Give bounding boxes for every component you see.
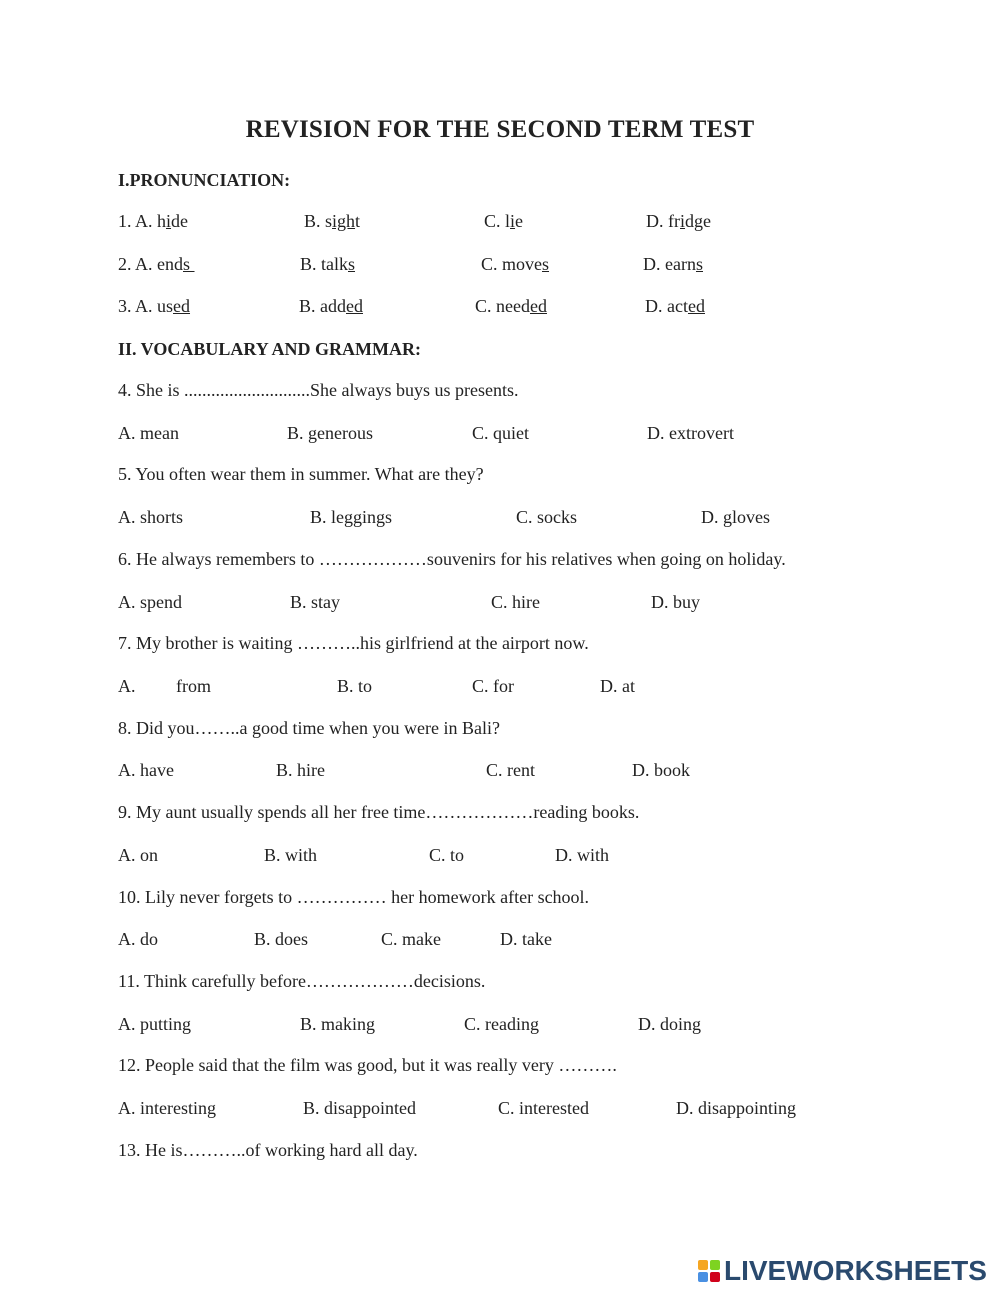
question-text: 8. Did you……..a good time when you were in Bali? — [118, 718, 500, 738]
question-text: 11. Think carefully before………………decisions. — [118, 971, 486, 991]
page-title: REVISION FOR THE SECOND TERM TEST — [245, 116, 755, 143]
pron-q1-option-b: B. sight — [304, 211, 361, 231]
answer-option: C. to — [429, 845, 465, 865]
answer-option: A. putting — [118, 1014, 192, 1034]
pron-q1-option-c: C. lie — [484, 211, 524, 231]
answer-option: D. take — [500, 929, 552, 949]
question-text: 10. Lily never forgets to …………… her homework after school. — [118, 887, 590, 907]
answer-option: C. interested — [498, 1098, 589, 1118]
answer-option: D. gloves — [701, 507, 770, 527]
question-text: 12. People said that the film was good, but it was really very ………. — [118, 1055, 617, 1075]
pron-q3-option-d: D. acted — [645, 296, 705, 316]
answer-option: B. disappointed — [303, 1098, 416, 1118]
answer-option: C. quiet — [472, 423, 529, 443]
answer-option: B. stay — [290, 592, 341, 612]
answer-option: D. extrovert — [647, 423, 734, 443]
answer-option: B. leggings — [310, 507, 393, 527]
answer-option: A. on — [118, 845, 158, 865]
answer-option: A. interesting — [118, 1098, 216, 1118]
answer-option: B. with — [264, 845, 318, 865]
answer-option: A. — [118, 676, 136, 696]
logo-mark-icon — [698, 1260, 720, 1282]
answer-option: B. hire — [276, 760, 325, 780]
answer-option: D. at — [600, 676, 635, 696]
answer-option: C. reading — [464, 1014, 539, 1034]
question-text: 7. My brother is waiting ………..his girlfriend at the airport now. — [118, 633, 589, 653]
logo-text: LIVEWORKSHEETS — [724, 1255, 987, 1286]
liveworksheets-logo — [698, 1256, 987, 1286]
answer-option: A. shorts — [118, 507, 184, 527]
answer-option: A. have — [118, 760, 174, 780]
pron-q3-option-a: 3. A. used — [118, 296, 191, 316]
answer-option: C. rent — [486, 760, 535, 780]
answer-option: B. making — [300, 1014, 375, 1034]
question-text: 13. He is………..of working hard all day. — [118, 1140, 418, 1160]
logo-square-icon — [698, 1272, 708, 1282]
answer-option: C. socks — [516, 507, 578, 527]
answer-option: C. for — [472, 676, 514, 696]
answer-option: D. disappointing — [676, 1098, 796, 1118]
answer-option: D. with — [555, 845, 609, 865]
answer-option: B. to — [337, 676, 373, 696]
question-text: 9. My aunt usually spends all her free time………………reading books. — [118, 802, 640, 822]
pron-q1-option-a: 1. A. hide — [118, 211, 189, 231]
answer-option: D. book — [632, 760, 690, 780]
answer-option: from — [176, 676, 211, 696]
answer-option: C. make — [381, 929, 441, 949]
pron-q2-option-d: D. earns — [643, 254, 703, 274]
answer-option: B. does — [254, 929, 308, 949]
answer-option: A. spend — [118, 592, 182, 612]
pron-q3-option-c: C. needed — [475, 296, 547, 316]
question-text: 4. She is ............................She always buys us presents. — [118, 380, 519, 400]
logo-square-icon — [710, 1272, 720, 1282]
section-heading-vocabulary: II. VOCABULARY AND GRAMMAR: — [118, 339, 422, 359]
pron-q2-option-b: B. talks — [300, 254, 356, 274]
answer-option: D. doing — [638, 1014, 701, 1034]
section-heading-pronunciation: I.PRONUNCIATION: — [118, 170, 291, 190]
answer-option: D. buy — [651, 592, 700, 612]
pron-q3-option-b: B. added — [299, 296, 363, 316]
question-text: 5. You often wear them in summer. What are they? — [118, 464, 484, 484]
answer-option: A. mean — [118, 423, 179, 443]
answer-option: B. generous — [287, 423, 373, 443]
pron-q2-option-a: 2. A. ends — [118, 254, 195, 274]
pron-q2-option-c: C. moves — [481, 254, 550, 274]
question-text: 6. He always remembers to ………………souvenirs for his relatives when going on holiday. — [118, 549, 786, 569]
logo-square-icon — [698, 1260, 708, 1270]
logo-square-icon — [710, 1260, 720, 1270]
pron-q1-option-d: D. fridge — [646, 211, 712, 231]
answer-option: C. hire — [491, 592, 540, 612]
answer-option: A. do — [118, 929, 158, 949]
